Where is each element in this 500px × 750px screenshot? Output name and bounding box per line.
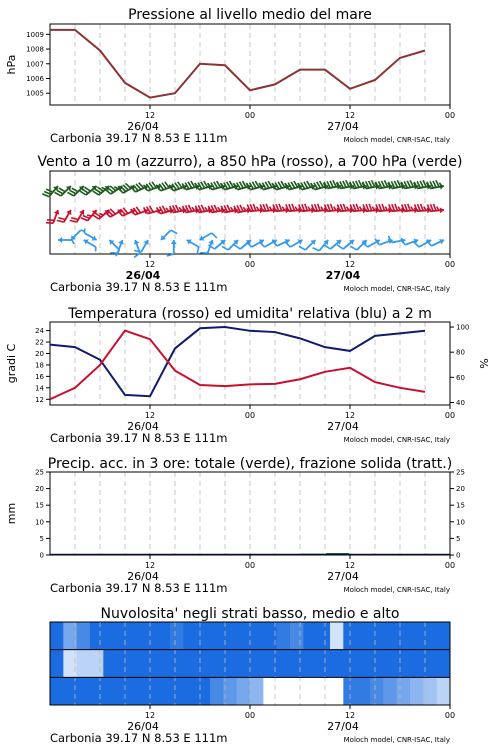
cloud-cell: [263, 677, 277, 705]
wind-barb-feather: [176, 205, 179, 212]
cloud-cell: [250, 650, 264, 678]
cloud-cell: [183, 677, 197, 705]
cloud-cell: [277, 677, 291, 705]
cloud-cell: [50, 677, 64, 705]
cloud-cell: [170, 677, 184, 705]
cloud-cell: [90, 622, 104, 650]
source-label: Moloch model, CNR-ISAC, Italy: [343, 285, 450, 293]
y2-tick-label: 100: [456, 323, 470, 332]
y-tick-label: 1008: [26, 45, 44, 54]
wind-panel: [37, 154, 462, 294]
x-tick-label: 00: [244, 411, 256, 420]
cloud-cell: [170, 622, 184, 650]
y2-tick-label: 60: [456, 373, 465, 382]
wind-barb-feather: [46, 223, 53, 224]
wind-barb-feather: [318, 204, 321, 211]
wind-barb-feather: [214, 205, 217, 212]
cloud-cell: [117, 650, 131, 678]
wind-barb-feather: [333, 180, 336, 187]
date-label: 26/04: [127, 420, 159, 433]
wind-barb-feather: [58, 218, 65, 220]
chart-title: Nuvolosita' negli strati basso, medio e alto: [100, 606, 400, 622]
cloud-cell: [157, 677, 171, 705]
wind-barb-feather: [305, 204, 308, 211]
wind-barb-head: [440, 207, 444, 213]
wind-barb-feather: [71, 218, 78, 220]
cloud-cell: [117, 677, 131, 705]
wind-barb-feather: [330, 181, 333, 188]
y-tick-label: 5: [39, 534, 44, 543]
date-label: 26/04: [125, 269, 161, 282]
wind-barb-feather: [166, 208, 169, 211]
cloud-cell: [383, 677, 397, 705]
cloud-cell: [397, 677, 411, 705]
cloud-cell: [77, 677, 91, 705]
wind-barb-feather: [407, 181, 410, 188]
date-label: 26/04: [127, 120, 159, 133]
wind-barb-feather: [410, 180, 413, 187]
wind-barb-feather: [81, 218, 88, 221]
cloud-cell: [130, 622, 144, 650]
wind-barb-feather: [433, 181, 436, 188]
wind-barb-feather: [200, 253, 207, 254]
wind-barb-head: [58, 237, 62, 243]
y2-tick-label: 20: [456, 485, 465, 494]
cloud-cell: [63, 677, 77, 705]
cloud-cell: [410, 650, 424, 678]
cloud-cell: [290, 677, 304, 705]
cloud-cell: [157, 622, 171, 650]
y-tick-label: 25: [35, 468, 44, 477]
cloud-cell: [397, 622, 411, 650]
wind-barb-feather: [433, 204, 436, 211]
cloud-cell: [303, 650, 317, 678]
precip-panel: [5, 456, 465, 595]
wind-barb-feather: [231, 207, 234, 211]
location-label: Carbonia 39.17 N 8.53 E 111m: [50, 280, 228, 294]
cloud-cell: [370, 622, 384, 650]
wind-barb-feather: [179, 207, 182, 211]
wind-barb-feather: [266, 204, 269, 211]
cloud-cell: [90, 677, 104, 705]
y2-tick-label: 10: [456, 518, 465, 527]
cloud-cell: [330, 650, 344, 678]
y2-tick-label: 25: [456, 468, 465, 477]
wind-barb-feather: [395, 204, 398, 211]
x-tick-label: 12: [344, 711, 356, 720]
wind-barb-feather: [420, 181, 423, 188]
cloud-cell: [210, 622, 224, 650]
wind-barb-feather: [330, 204, 333, 211]
wind-barb-head: [171, 240, 177, 244]
wind-barb-feather: [313, 248, 320, 251]
x-tick-label: 00: [444, 561, 456, 570]
cloud-cell: [357, 677, 371, 705]
wind-barb-feather: [369, 181, 372, 188]
date-label: 27/04: [327, 120, 359, 133]
wind-barb-feather: [421, 204, 424, 211]
cloud-cell: [410, 677, 424, 705]
cloud-cell: [330, 622, 344, 650]
cloud-cell: [277, 622, 291, 650]
temperature-line: [50, 331, 425, 400]
y-tick-label: 1005: [26, 89, 44, 98]
cloud-cell: [317, 677, 331, 705]
source-label: Moloch model, CNR-ISAC, Italy: [343, 586, 450, 594]
wind-barb-feather: [99, 213, 103, 215]
location-label: Carbonia 39.17 N 8.53 E 111m: [50, 131, 228, 145]
x-tick-label: 00: [244, 711, 256, 720]
x-tick-label: 12: [144, 111, 156, 120]
cloud-cell: [157, 650, 171, 678]
wind-barb-feather: [372, 180, 375, 187]
y-tick-label: 1009: [26, 30, 44, 39]
x-tick-label: 00: [244, 260, 256, 269]
cloud-cell: [77, 622, 91, 650]
wind-barb-feather: [381, 181, 384, 188]
wind-barb-feather: [197, 247, 199, 254]
chart-title: Precip. acc. in 3 ore: totale (verde), frazione solida (tratt.): [47, 456, 453, 472]
cloud-cell: [143, 677, 157, 705]
y-tick-label: 12: [35, 395, 44, 404]
cloud-cell: [103, 622, 117, 650]
x-tick-label: 12: [344, 260, 356, 269]
y-tick-label: 1006: [26, 74, 44, 83]
pressure-panel: [5, 7, 455, 145]
cloud-cell: [383, 622, 397, 650]
cloud-cell: [183, 622, 197, 650]
wind-barb-feather: [356, 204, 359, 211]
wind-barb-feather: [408, 204, 411, 211]
cloud-cell: [370, 677, 384, 705]
cloud-cell: [77, 650, 91, 678]
wind-barb-feather: [212, 233, 217, 238]
wind-barb-feather: [351, 246, 357, 250]
x-tick-label: 00: [444, 711, 456, 720]
cloud-cell: [237, 677, 251, 705]
wind-barb-feather: [57, 220, 64, 222]
wind-barb-feather: [205, 207, 208, 211]
y2-tick-label: 0: [456, 551, 461, 560]
y-tick-label: 14: [35, 384, 44, 393]
wind-barb-feather: [439, 183, 442, 187]
cloud-cell: [90, 650, 104, 678]
date-label: 26/04: [127, 570, 159, 583]
cloud-cell: [290, 622, 304, 650]
wind-barb-feather: [436, 180, 439, 187]
cloud-cell: [357, 650, 371, 678]
cloud-cell: [197, 677, 211, 705]
y-tick-label: 24: [35, 327, 44, 336]
wind-barb-feather: [343, 204, 346, 211]
wind-barb-feather: [337, 245, 343, 249]
cloud-cell: [370, 650, 384, 678]
y-tick-label: 16: [35, 372, 44, 381]
y-tick-label: 1007: [26, 60, 44, 69]
cloud-cell: [303, 622, 317, 650]
x-tick-label: 00: [444, 260, 456, 269]
cloud-cell: [317, 650, 331, 678]
y-tick-label: 18: [35, 361, 44, 370]
y-tick-label: 15: [35, 501, 44, 510]
cloud-cell: [437, 677, 451, 705]
y-tick-label: 20: [35, 485, 44, 494]
cloud-cell: [437, 650, 451, 678]
x-tick-label: 00: [444, 411, 456, 420]
cloud-cell: [250, 622, 264, 650]
cloud-cell: [290, 650, 304, 678]
cloud-cell: [437, 622, 451, 650]
x-tick-label: 12: [144, 561, 156, 570]
wind-barb-feather: [253, 204, 256, 211]
wind-barb-feather: [218, 207, 221, 211]
y-axis-label: hPa: [5, 54, 18, 75]
wind-barb-feather: [42, 194, 49, 197]
wind-barb-feather: [70, 220, 77, 222]
x-tick-label: 12: [344, 111, 356, 120]
wind-barb-feather: [72, 240, 74, 244]
cloud-cell: [50, 650, 64, 678]
clouds-panel: [50, 606, 455, 745]
cloud-cell: [303, 677, 317, 705]
wind-barb-feather: [192, 207, 195, 211]
wind-barb-feather: [188, 205, 191, 212]
source-label: Moloch model, CNR-ISAC, Italy: [343, 436, 450, 444]
y-axis-label: mm: [5, 502, 18, 525]
wind-barb-feather: [47, 220, 54, 221]
x-tick-label: 12: [144, 411, 156, 420]
date-label: 27/04: [327, 570, 359, 583]
cloud-cell: [170, 650, 184, 678]
chart-title: Temperatura (rosso) ed umidita' relativa (blu) a 2 m: [68, 306, 432, 322]
cloud-cell: [237, 622, 251, 650]
cloud-cell: [197, 650, 211, 678]
cloud-cell: [223, 677, 237, 705]
wind-barb-feather: [234, 245, 240, 249]
cloud-cell: [383, 650, 397, 678]
wind-barb-feather: [384, 180, 387, 187]
source-label: Moloch model, CNR-ISAC, Italy: [343, 736, 450, 744]
location-label: Carbonia 39.17 N 8.53 E 111m: [50, 731, 228, 745]
x-tick-label: 12: [144, 260, 156, 269]
chart-title: Pressione al livello medio del mare: [128, 7, 372, 23]
cloud-cell: [103, 677, 117, 705]
cloud-cell: [130, 677, 144, 705]
cloud-cell: [223, 622, 237, 650]
cloud-cell: [50, 622, 64, 650]
y2-tick-label: 15: [456, 501, 465, 510]
cloud-cell: [223, 650, 237, 678]
cloud-cell: [330, 677, 344, 705]
y-tick-label: 20: [35, 349, 44, 358]
wind-barb-feather: [343, 181, 346, 188]
wind-barb-feather: [279, 204, 282, 211]
y2-tick-label: 40: [456, 398, 465, 407]
x-tick-label: 00: [244, 111, 256, 120]
wind-barb-feather: [382, 204, 385, 211]
cloud-cell: [343, 677, 357, 705]
wind-barb-feather: [299, 246, 305, 250]
date-label: 27/04: [325, 269, 361, 282]
wind-barb-feather: [87, 215, 91, 216]
y-tick-label: 10: [35, 518, 44, 527]
source-label: Moloch model, CNR-ISAC, Italy: [343, 136, 450, 144]
cloud-cell: [210, 677, 224, 705]
date-label: 27/04: [327, 420, 359, 433]
x-tick-label: 00: [444, 111, 456, 120]
cloud-cell: [197, 622, 211, 650]
cloud-cell: [410, 622, 424, 650]
wind-barb-feather: [243, 207, 246, 211]
y-tick-label: 22: [35, 338, 44, 347]
chart-title: Vento a 10 m (azzurro), a 850 hPa (rosso), a 700 hPa (verde): [37, 154, 463, 170]
wind-barb-feather: [240, 205, 243, 212]
wind-barb-feather: [356, 181, 359, 188]
cloud-cell: [250, 677, 264, 705]
wind-barb-feather: [369, 204, 372, 211]
location-label: Carbonia 39.17 N 8.53 E 111m: [50, 431, 228, 445]
cloud-cell: [183, 650, 197, 678]
y-tick-label: 0: [39, 551, 44, 560]
y2-tick-label: 80: [456, 348, 465, 357]
cloud-cell: [357, 622, 371, 650]
cloud-cell: [103, 650, 117, 678]
date-label: 26/04: [127, 720, 159, 733]
wind-barb-feather: [227, 205, 230, 212]
cloud-cell: [317, 622, 331, 650]
y-axis-label: gradi C: [5, 343, 18, 384]
wind-barb-feather: [201, 205, 204, 212]
pressure-line: [50, 30, 425, 98]
wind-barb-feather: [102, 187, 106, 189]
cloud-cell: [117, 622, 131, 650]
wind-barb-feather: [359, 180, 362, 187]
wind-barb-feather: [171, 230, 177, 234]
temperature-panel: [5, 306, 491, 445]
cloud-cell: [237, 650, 251, 678]
wind-barb-feather: [292, 204, 295, 211]
x-tick-label: 12: [344, 411, 356, 420]
y2-axis-label: %: [478, 358, 491, 369]
x-tick-label: 00: [244, 561, 256, 570]
wind-barb-feather: [346, 180, 349, 187]
wind-barb-feather: [394, 181, 397, 188]
cloud-cell: [423, 677, 437, 705]
x-tick-label: 12: [144, 711, 156, 720]
cloud-cell: [423, 622, 437, 650]
date-label: 27/04: [327, 720, 359, 733]
cloud-cell: [210, 650, 224, 678]
y2-tick-label: 5: [456, 534, 461, 543]
cloud-cell: [397, 650, 411, 678]
wind-barb-feather: [110, 253, 117, 254]
x-tick-label: 12: [344, 561, 356, 570]
cloud-cell: [130, 650, 144, 678]
location-label: Carbonia 39.17 N 8.53 E 111m: [50, 581, 228, 595]
cloud-cell: [423, 650, 437, 678]
cloud-cell: [277, 650, 291, 678]
